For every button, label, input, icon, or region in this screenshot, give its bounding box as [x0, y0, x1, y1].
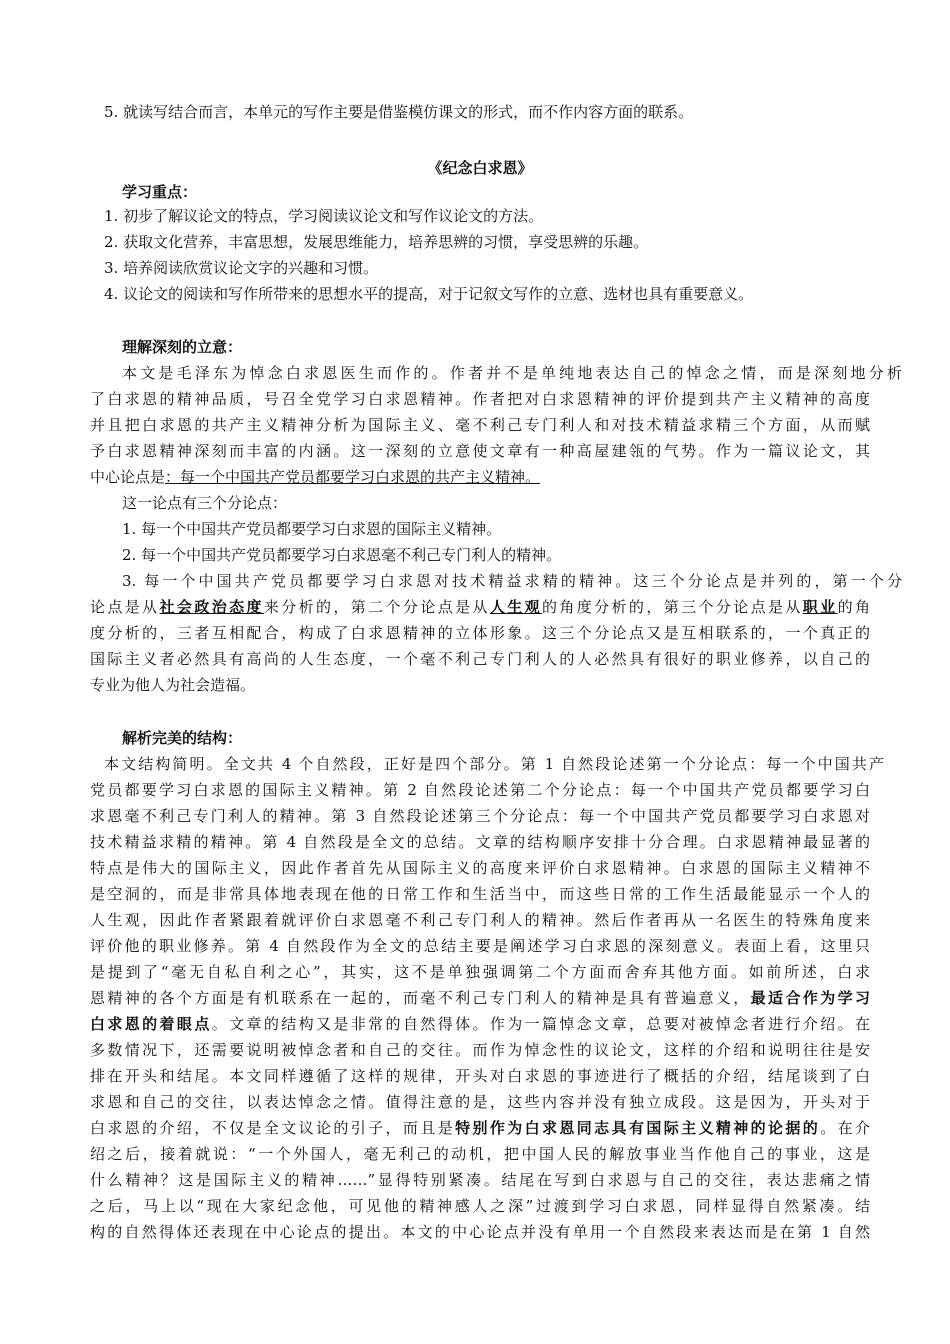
- paragraph-line: 特点是伟大的国际主义，因此作者首先从国际主义的高度来评价白求恩精神。白求恩的国际主义精神不: [90, 859, 870, 877]
- text-run: 论点是从: [90, 598, 160, 616]
- emphasis-focus: 最适合作为学习: [750, 989, 870, 1007]
- understanding-heading: 理解深刻的立意：: [122, 338, 243, 356]
- paragraph-line: 构的自然得体还表现在中心论点的提出。本文的中心论点并没有单用一个自然段来表达而是在第 1 自然: [90, 1223, 870, 1241]
- text-run: 来分析的，第二个分论点是从: [263, 598, 490, 616]
- paragraph-line: 绍之后，接着就说：“一个外国人，毫无利己的动机，把中国人民的解放事业当作他自己的事业，这是: [90, 1145, 870, 1163]
- key-point-item: 2. 获取文化营养，丰富思想，发展思维能力，培养思辨的习惯，享受思辨的乐趣。: [104, 233, 649, 251]
- text-run: 。文章的结构又是非常的自然得体。作为一篇悼念文章，总要对被悼念者进行介绍。在: [211, 1015, 870, 1033]
- paragraph-line: [90, 1118, 870, 1138]
- emphasis-profession: 职业: [802, 598, 838, 616]
- paragraph-line: 是空洞的，而是非常具体地表现在他的日常工作和生活当中，而这些日常的工作生活最能显示一个人的: [90, 885, 870, 903]
- paragraph-line: 党员都要学习白求恩的国际主义精神。第 2 自然段论述第二个分论点：每一个中国共产党员都要学习白: [90, 781, 870, 799]
- paragraph-line: 了白求恩的精神品质，号召全党学习白求恩精神。作者把对白求恩精神的评价提到共产主义精神的高度: [90, 390, 870, 408]
- text-run: 的角: [837, 598, 870, 616]
- paragraph-line: 本文是毛泽东为悼念白求恩医生而作的。作者并不是单纯地表达自己的悼念之情，而是深刻地分析: [122, 364, 902, 382]
- emphasis-outlook-on-life: 人生观: [489, 598, 543, 616]
- paragraph-line: 是提到了“毫无自私自利之心”，其实，这不是单独强调第二个方面而舍弃其他方面。如前所述，白求: [90, 963, 870, 981]
- paragraph-line: 什么精神？这是国际主义的精神……”显得特别紧凑。结尾在写到白求恩与自己的交往，表达悲痛之情: [90, 1171, 870, 1189]
- paragraph-line: 专业为他人为社会造福。: [90, 676, 256, 694]
- emphasis-social-politics: 社会政治态度: [159, 598, 264, 616]
- text-run: 恩精神的各个方面是有机联系在一起的，而毫不利己专门利人的精神是具有普遍意义，: [90, 989, 751, 1007]
- sub-point-item: 2. 每一个中国共产党员都要学习白求恩毫不利己专门利人的精神。: [122, 546, 562, 564]
- paragraph-line: 求恩毫不利己专门利人的精神。第 3 自然段论述第三个分论点：每一个中国共产党员都要学习白求恩对: [90, 807, 870, 825]
- emphasis-evidence: 特别作为白求恩同志具有国际主义精神的论据的: [455, 1119, 821, 1137]
- sub-point-item: 3. 每一个中国共产党员都要学习白求恩对技术精益求精的精神。这三个分论点是并列的，第一个分: [122, 572, 902, 590]
- paragraph-line: 之后，马上以“现在大家纪念他，可见他的精神感人之深”过渡到学习白求恩，同样显得自然紧凑。结: [90, 1197, 870, 1215]
- sub-point-item: 1. 每一个中国共产党员都要学习白求恩的国际主义精神。: [122, 520, 502, 538]
- paragraph-line: 评价他的职业修养。第 4 自然段作为全文的总结主要是阐述学习白求恩的深刻意义。表面上看，这里只: [90, 937, 870, 955]
- intro-item: 5. 就读写结合而言，本单元的写作主要是借鉴模仿课文的形式，而不作内容方面的联系。: [104, 103, 694, 121]
- key-point-item: 1. 初步了解议论文的特点，学习阅读议论文和写作议论文的方法。: [104, 207, 544, 225]
- paragraph-line: 本文结构简明。全文共 4 个自然段，正好是四个部分。第 1 自然段论述第一个分论点：每一个中国共产: [104, 755, 884, 773]
- emphasis-focus: 白求恩的着眼点: [90, 1015, 212, 1033]
- paragraph-line: 排在开头和结尾。本文同样遵循了这样的规律，开头对白求恩的事迹进行了概括的介绍，结尾谈到了白: [90, 1067, 870, 1085]
- paragraph-line: 并且把白求恩的共产主义精神分析为国际主义、毫不利己专门利人和对技术精益求精三个方面，从而赋: [90, 416, 870, 434]
- paragraph-line: 求恩和自己的交往，以表达悼念之情。值得注意的是，这些内容并没有独立成段。这是因为，开头对于: [90, 1093, 870, 1111]
- paragraph-line: 予白求恩精神深刻而丰富的内涵。这一深刻的立意使文章有一种高屋建瓴的气势。作为一篇议论文，其: [90, 442, 870, 460]
- paragraph-line: 人生观，因此作者紧跟着就评价白求恩毫不利己专门利人的精神。然后作者再从一名医生的特殊角度来: [90, 911, 870, 929]
- key-points-heading: 学习重点：: [122, 183, 198, 201]
- key-point-item: 4. 议论文的阅读和写作所带来的思想水平的提高，对于记叙文写作的立意、选材也具有重要意义。: [104, 285, 754, 303]
- text-run: 的角度分析的，第三个分论点是从: [542, 598, 803, 616]
- key-point-item: 3. 培养阅读欣赏议论文字的兴趣和习惯。: [104, 259, 379, 277]
- structure-heading: 解析完美的结构：: [122, 729, 243, 747]
- paragraph-line: [90, 597, 870, 617]
- text-run: 。在介: [820, 1119, 870, 1137]
- paragraph-line: 多数情况下，还需要说明被悼念者和自己的交往。而作为悼念性的议论文，这样的介绍和说明往往是安: [90, 1041, 870, 1059]
- article-title: 《纪念白求恩》: [427, 159, 533, 177]
- paragraph-line: [90, 1014, 870, 1034]
- paragraph-line: 度分析的，三者互相配合，构成了白求恩精神的立体形象。这三个分论点又是互相联系的，一个真正的: [90, 624, 870, 642]
- sub-points-intro: 这一论点有三个分论点：: [122, 494, 288, 512]
- paragraph-line: [90, 988, 870, 1008]
- text-run: 白求恩的介绍，不仅是全文议论的引子，而且是: [90, 1119, 456, 1137]
- paragraph-line: 国际主义者必然具有高尚的人生态度，一个毫不利己专门利人的人必然具有很好的职业修养，以自己的: [90, 650, 870, 668]
- central-thesis-line: [90, 467, 870, 487]
- paragraph-line: 技术精益求精的精神。第 4 自然段是全文的总结。文章的结构顺序安排十分合理。白求恩精神最显著的: [90, 833, 870, 851]
- central-thesis: ：每一个中国共产党员都要学习白求恩的共产主义精神。: [165, 468, 541, 486]
- central-thesis-label: 中心论点是: [90, 468, 166, 486]
